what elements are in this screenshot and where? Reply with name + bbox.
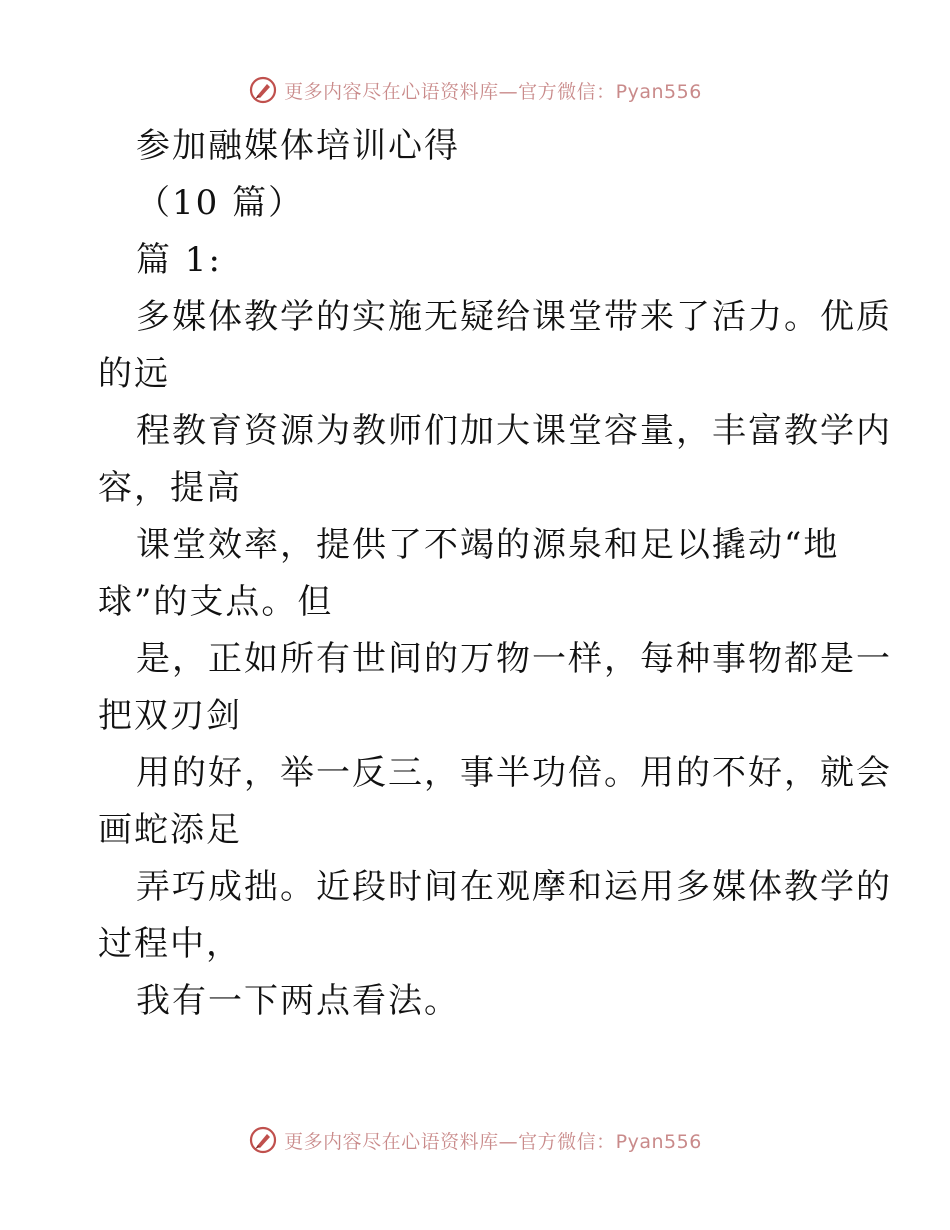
section-heading: 篇 1: [136,240,222,280]
pen-nib-logo-icon [248,1125,278,1155]
paragraph-line: 弄巧成拙。近段时间在观摩和运用多媒体教学的 [136,867,892,907]
paragraph-line: 用的好，举一反三，事半功倍。用的不好，就会 [136,753,892,793]
document-body [98,118,892,1030]
paragraph-line: 我有一下两点看法。 [136,981,460,1021]
pen-nib-logo-icon [248,75,278,105]
paragraph-line: 把双刃剑 [98,696,242,736]
paragraph-line: 课堂效率，提供了不竭的源泉和足以撬动“地 [136,525,840,565]
header-watermark-banner [0,70,950,110]
paragraph-line: 容，提高 [98,468,242,508]
paragraph-line: 多媒体教学的实施无疑给课堂带来了活力。优质 [136,297,892,337]
paragraph-line: 过程中， [98,924,242,964]
paragraph-line: 是，正如所有世间的万物一样，每种事物都是一 [136,639,892,679]
paragraph-line: 程教育资源为教师们加大课堂容量，丰富教学内 [136,411,892,451]
watermark-text: 更多内容尽在心语资料库—官方微信：Pyan556 [284,80,702,103]
paragraph-line: 的远 [98,354,170,394]
document-title: 参加融媒体培训心得 [136,126,460,166]
document-subtitle: （10 篇） [136,183,305,223]
footer-watermark-banner [0,1120,950,1160]
watermark-text: 更多内容尽在心语资料库—官方微信：Pyan556 [284,1130,702,1153]
paragraph-line: 球”的支点。但 [98,582,334,622]
paragraph-line: 画蛇添足 [98,810,242,850]
